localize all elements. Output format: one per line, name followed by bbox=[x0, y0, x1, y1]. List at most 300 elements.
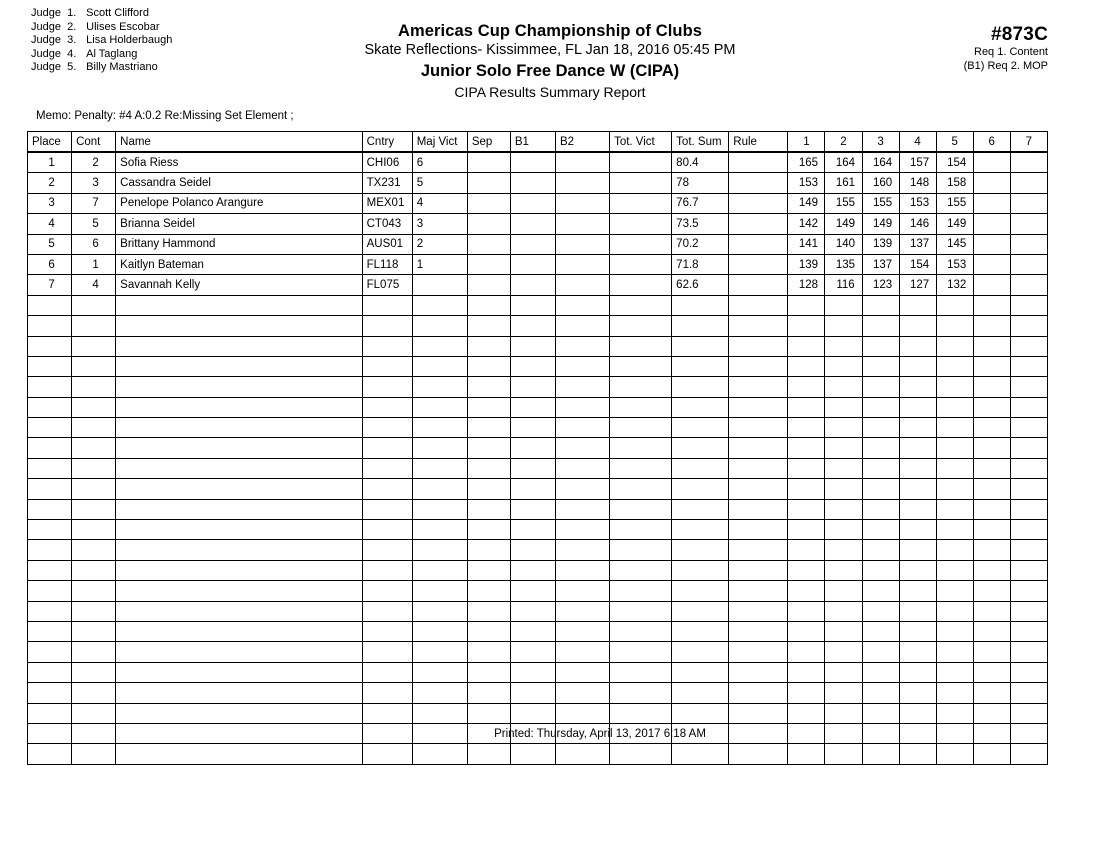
cell-empty bbox=[362, 540, 412, 560]
cell-empty bbox=[936, 479, 973, 499]
cell-empty bbox=[936, 581, 973, 601]
results-table bbox=[27, 131, 1048, 765]
cell-empty bbox=[672, 479, 729, 499]
cell-empty bbox=[362, 479, 412, 499]
table-row-empty bbox=[28, 438, 1048, 458]
table-row-empty bbox=[28, 295, 1048, 315]
cell-empty bbox=[825, 744, 862, 764]
cell-empty bbox=[28, 336, 72, 356]
cell-empty bbox=[936, 316, 973, 336]
cell-empty bbox=[672, 662, 729, 682]
cell-empty bbox=[973, 744, 1010, 764]
cell-empty bbox=[825, 499, 862, 519]
event-info-panel bbox=[964, 24, 1048, 73]
cell-empty bbox=[862, 744, 899, 764]
table-row-empty bbox=[28, 418, 1048, 438]
table-row-empty bbox=[28, 703, 1048, 723]
cell-sep bbox=[467, 234, 510, 254]
cell-judge-1-score: 153 bbox=[788, 173, 825, 193]
cell-empty bbox=[116, 438, 362, 458]
cell-empty bbox=[362, 621, 412, 641]
cell-empty bbox=[729, 581, 788, 601]
cell-judge-6-score bbox=[973, 234, 1010, 254]
cell-judge-3-score: 123 bbox=[862, 275, 899, 295]
cell-empty bbox=[116, 601, 362, 621]
cell-cntry: CT043 bbox=[362, 214, 412, 234]
cell-empty bbox=[862, 458, 899, 478]
cell-empty bbox=[467, 744, 510, 764]
cell-empty bbox=[1010, 438, 1047, 458]
cell-empty bbox=[510, 499, 555, 519]
cell-tot-sum: 76.7 bbox=[672, 193, 729, 213]
cell-empty bbox=[862, 499, 899, 519]
cell-b2 bbox=[555, 254, 609, 274]
cell-empty bbox=[672, 295, 729, 315]
table-row-empty bbox=[28, 662, 1048, 682]
requirement-1: Req 1. Content bbox=[974, 46, 1048, 58]
cell-empty bbox=[672, 703, 729, 723]
judge-name: Ulises Escobar bbox=[86, 20, 160, 33]
cell-empty bbox=[72, 418, 116, 438]
cell-empty bbox=[899, 744, 936, 764]
cell-empty bbox=[510, 540, 555, 560]
cell-empty bbox=[72, 438, 116, 458]
cell-empty bbox=[825, 601, 862, 621]
cell-empty bbox=[973, 703, 1010, 723]
cell-empty bbox=[672, 458, 729, 478]
cell-cntry: AUS01 bbox=[362, 234, 412, 254]
cell-empty bbox=[1010, 662, 1047, 682]
cell-empty bbox=[936, 377, 973, 397]
cell-empty bbox=[555, 621, 609, 641]
cell-empty bbox=[467, 458, 510, 478]
cell-empty bbox=[1010, 316, 1047, 336]
table-header-row bbox=[28, 132, 1048, 153]
judge-label: Judge bbox=[31, 34, 61, 47]
cell-empty bbox=[28, 621, 72, 641]
cell-judge-5-score: 153 bbox=[936, 254, 973, 274]
cell-empty bbox=[729, 356, 788, 376]
cell-rule bbox=[729, 275, 788, 295]
column-header-cont: Cont bbox=[72, 132, 116, 153]
cell-empty bbox=[412, 377, 467, 397]
column-header-tot-vict: Tot. Vict bbox=[610, 132, 672, 153]
cell-empty bbox=[116, 744, 362, 764]
cell-empty bbox=[729, 377, 788, 397]
table-row-empty bbox=[28, 642, 1048, 662]
column-header-sep: Sep bbox=[467, 132, 510, 153]
cell-tot-sum: 70.2 bbox=[672, 234, 729, 254]
cell-cntry: CHI06 bbox=[362, 152, 412, 173]
cell-empty bbox=[28, 377, 72, 397]
cell-empty bbox=[72, 356, 116, 376]
cell-empty bbox=[672, 560, 729, 580]
table-row bbox=[28, 193, 1048, 213]
cell-empty bbox=[788, 479, 825, 499]
cell-empty bbox=[936, 418, 973, 438]
cell-empty bbox=[116, 642, 362, 662]
cell-b2 bbox=[555, 234, 609, 254]
cell-empty bbox=[672, 621, 729, 641]
cell-empty bbox=[72, 377, 116, 397]
cell-empty bbox=[788, 295, 825, 315]
cell-place: 6 bbox=[28, 254, 72, 274]
table-row bbox=[28, 214, 1048, 234]
cell-judge-7-score bbox=[1010, 234, 1047, 254]
cell-empty bbox=[936, 356, 973, 376]
cell-empty bbox=[825, 642, 862, 662]
cell-tot-sum: 80.4 bbox=[672, 152, 729, 173]
cell-empty bbox=[510, 621, 555, 641]
cell-empty bbox=[467, 642, 510, 662]
cell-empty bbox=[973, 336, 1010, 356]
column-header-judge-3: 3 bbox=[862, 132, 899, 153]
cell-empty bbox=[116, 356, 362, 376]
cell-judge-3-score: 164 bbox=[862, 152, 899, 173]
cell-empty bbox=[362, 520, 412, 540]
cell-judge-5-score: 149 bbox=[936, 214, 973, 234]
cell-empty bbox=[729, 499, 788, 519]
cell-empty bbox=[729, 642, 788, 662]
cell-cont: 6 bbox=[72, 234, 116, 254]
cell-empty bbox=[1010, 377, 1047, 397]
cell-empty bbox=[116, 295, 362, 315]
cell-maj-vict: 4 bbox=[412, 193, 467, 213]
cell-empty bbox=[510, 356, 555, 376]
cell-empty bbox=[672, 397, 729, 417]
cell-empty bbox=[936, 499, 973, 519]
cell-cont: 7 bbox=[72, 193, 116, 213]
cell-empty bbox=[555, 520, 609, 540]
cell-empty bbox=[899, 581, 936, 601]
table-row-empty bbox=[28, 683, 1048, 703]
venue-datetime: Skate Reflections- Kissimmee, FL Jan 18, 2016 05:45 PM bbox=[364, 42, 736, 58]
cell-empty bbox=[788, 520, 825, 540]
cell-empty bbox=[1010, 560, 1047, 580]
cell-empty bbox=[788, 744, 825, 764]
cell-rule bbox=[729, 173, 788, 193]
cell-empty bbox=[973, 418, 1010, 438]
cell-empty bbox=[788, 336, 825, 356]
cell-tot-vict bbox=[610, 173, 672, 193]
cell-judge-7-score bbox=[1010, 173, 1047, 193]
cell-judge-2-score: 155 bbox=[825, 193, 862, 213]
cell-empty bbox=[467, 683, 510, 703]
cell-judge-6-score bbox=[973, 173, 1010, 193]
cell-empty bbox=[116, 418, 362, 438]
cell-empty bbox=[729, 744, 788, 764]
column-header-judge-6: 6 bbox=[973, 132, 1010, 153]
cell-empty bbox=[412, 621, 467, 641]
cell-maj-vict: 5 bbox=[412, 173, 467, 193]
cell-rule bbox=[729, 234, 788, 254]
cell-empty bbox=[672, 377, 729, 397]
cell-b2 bbox=[555, 214, 609, 234]
cell-empty bbox=[729, 601, 788, 621]
cell-empty bbox=[28, 458, 72, 478]
cell-place: 1 bbox=[28, 152, 72, 173]
cell-empty bbox=[729, 662, 788, 682]
cell-empty bbox=[899, 540, 936, 560]
table-row-empty bbox=[28, 520, 1048, 540]
column-header-cntry: Cntry bbox=[362, 132, 412, 153]
cell-empty bbox=[510, 642, 555, 662]
cell-maj-vict: 6 bbox=[412, 152, 467, 173]
judge-number: 5. bbox=[67, 61, 77, 74]
cell-empty bbox=[28, 601, 72, 621]
cell-empty bbox=[412, 295, 467, 315]
cell-empty bbox=[936, 703, 973, 723]
cell-empty bbox=[788, 356, 825, 376]
cell-empty bbox=[899, 397, 936, 417]
cell-empty bbox=[116, 377, 362, 397]
cell-empty bbox=[788, 499, 825, 519]
cell-empty bbox=[412, 336, 467, 356]
cell-empty bbox=[510, 458, 555, 478]
cell-empty bbox=[555, 316, 609, 336]
judge-label: Judge bbox=[31, 20, 61, 33]
cell-empty bbox=[555, 397, 609, 417]
cell-b2 bbox=[555, 173, 609, 193]
cell-empty bbox=[467, 356, 510, 376]
cell-empty bbox=[1010, 499, 1047, 519]
cell-empty bbox=[362, 560, 412, 580]
cell-empty bbox=[825, 479, 862, 499]
cell-empty bbox=[936, 540, 973, 560]
cell-maj-vict: 3 bbox=[412, 214, 467, 234]
cell-empty bbox=[729, 520, 788, 540]
cell-empty bbox=[973, 377, 1010, 397]
cell-empty bbox=[825, 581, 862, 601]
table-row bbox=[28, 152, 1048, 173]
cell-empty bbox=[936, 397, 973, 417]
cell-empty bbox=[72, 703, 116, 723]
cell-tot-sum: 71.8 bbox=[672, 254, 729, 274]
cell-place: 2 bbox=[28, 173, 72, 193]
cell-empty bbox=[72, 744, 116, 764]
cell-tot-vict bbox=[610, 234, 672, 254]
cell-empty bbox=[610, 642, 672, 662]
cell-empty bbox=[116, 540, 362, 560]
cell-empty bbox=[788, 418, 825, 438]
cell-empty bbox=[936, 683, 973, 703]
cell-empty bbox=[1010, 458, 1047, 478]
cell-empty bbox=[28, 520, 72, 540]
cell-empty bbox=[899, 418, 936, 438]
cell-empty bbox=[862, 316, 899, 336]
cell-empty bbox=[936, 336, 973, 356]
cell-empty bbox=[510, 418, 555, 438]
cell-empty bbox=[973, 683, 1010, 703]
cell-empty bbox=[936, 642, 973, 662]
cell-judge-5-score: 155 bbox=[936, 193, 973, 213]
cell-empty bbox=[362, 295, 412, 315]
cell-empty bbox=[862, 601, 899, 621]
cell-empty bbox=[862, 520, 899, 540]
cell-empty bbox=[1010, 601, 1047, 621]
cell-empty bbox=[72, 662, 116, 682]
cell-empty bbox=[788, 642, 825, 662]
cell-empty bbox=[116, 662, 362, 682]
cell-empty bbox=[72, 458, 116, 478]
cell-empty bbox=[729, 397, 788, 417]
cell-empty bbox=[610, 499, 672, 519]
cell-empty bbox=[788, 683, 825, 703]
cell-empty bbox=[467, 499, 510, 519]
cell-empty bbox=[973, 601, 1010, 621]
column-header-place: Place bbox=[28, 132, 72, 153]
cell-empty bbox=[362, 703, 412, 723]
cell-empty bbox=[862, 662, 899, 682]
cell-empty bbox=[412, 520, 467, 540]
cell-empty bbox=[362, 642, 412, 662]
cell-maj-vict: 2 bbox=[412, 234, 467, 254]
cell-empty bbox=[862, 356, 899, 376]
cell-empty bbox=[862, 540, 899, 560]
cell-judge-1-score: 149 bbox=[788, 193, 825, 213]
cell-empty bbox=[412, 356, 467, 376]
cell-empty bbox=[729, 418, 788, 438]
cell-empty bbox=[362, 418, 412, 438]
cell-empty bbox=[467, 662, 510, 682]
cell-empty bbox=[973, 499, 1010, 519]
cell-b2 bbox=[555, 275, 609, 295]
cell-empty bbox=[936, 744, 973, 764]
cell-sep bbox=[467, 214, 510, 234]
column-header-tot-sum: Tot. Sum bbox=[672, 132, 729, 153]
cell-empty bbox=[899, 356, 936, 376]
cell-empty bbox=[555, 581, 609, 601]
table-row bbox=[28, 173, 1048, 193]
cell-empty bbox=[362, 683, 412, 703]
cell-empty bbox=[936, 601, 973, 621]
judge-row bbox=[31, 7, 172, 21]
cell-empty bbox=[28, 540, 72, 560]
cell-empty bbox=[28, 642, 72, 662]
table-row-empty bbox=[28, 581, 1048, 601]
cell-empty bbox=[467, 560, 510, 580]
cell-empty bbox=[973, 295, 1010, 315]
cell-empty bbox=[610, 621, 672, 641]
cell-empty bbox=[467, 336, 510, 356]
cell-tot-vict bbox=[610, 193, 672, 213]
judge-label: Judge bbox=[31, 7, 61, 19]
cell-judge-2-score: 164 bbox=[825, 152, 862, 173]
table-row-empty bbox=[28, 601, 1048, 621]
cell-empty bbox=[788, 397, 825, 417]
table-row-empty bbox=[28, 356, 1048, 376]
cell-empty bbox=[1010, 356, 1047, 376]
cell-empty bbox=[412, 540, 467, 560]
cell-empty bbox=[862, 560, 899, 580]
cell-empty bbox=[610, 560, 672, 580]
cell-empty bbox=[72, 520, 116, 540]
cell-tot-vict bbox=[610, 152, 672, 173]
cell-empty bbox=[788, 621, 825, 641]
cell-name: Brittany Hammond bbox=[116, 234, 362, 254]
cell-empty bbox=[72, 397, 116, 417]
cell-empty bbox=[116, 621, 362, 641]
cell-empty bbox=[899, 703, 936, 723]
cell-empty bbox=[825, 520, 862, 540]
cell-empty bbox=[672, 316, 729, 336]
judge-name: Lisa Holderbaugh bbox=[86, 34, 173, 47]
cell-empty bbox=[555, 601, 609, 621]
cell-empty bbox=[362, 499, 412, 519]
cell-judge-6-score bbox=[973, 275, 1010, 295]
cell-empty bbox=[729, 316, 788, 336]
cell-empty bbox=[788, 662, 825, 682]
cell-empty bbox=[72, 499, 116, 519]
cell-empty bbox=[510, 703, 555, 723]
cell-empty bbox=[72, 621, 116, 641]
cell-empty bbox=[788, 438, 825, 458]
cell-empty bbox=[116, 479, 362, 499]
cell-empty bbox=[1010, 418, 1047, 438]
cell-judge-4-score: 127 bbox=[899, 275, 936, 295]
cell-empty bbox=[610, 336, 672, 356]
cell-empty bbox=[116, 520, 362, 540]
cell-empty bbox=[862, 621, 899, 641]
cell-empty bbox=[72, 642, 116, 662]
cell-empty bbox=[72, 295, 116, 315]
cell-empty bbox=[555, 642, 609, 662]
cell-tot-vict bbox=[610, 254, 672, 274]
cell-judge-6-score bbox=[973, 254, 1010, 274]
cell-empty bbox=[28, 479, 72, 499]
report-subtitle: CIPA Results Summary Report bbox=[454, 84, 646, 100]
cell-empty bbox=[825, 438, 862, 458]
cell-empty bbox=[973, 438, 1010, 458]
cell-empty bbox=[973, 662, 1010, 682]
cell-empty bbox=[555, 479, 609, 499]
cell-name: Penelope Polanco Arangure bbox=[116, 193, 362, 213]
cell-empty bbox=[862, 581, 899, 601]
cell-empty bbox=[28, 499, 72, 519]
cell-empty bbox=[510, 336, 555, 356]
cell-empty bbox=[825, 295, 862, 315]
column-header-judge-5: 5 bbox=[936, 132, 973, 153]
cell-empty bbox=[467, 418, 510, 438]
cell-empty bbox=[72, 540, 116, 560]
cell-empty bbox=[862, 295, 899, 315]
cell-empty bbox=[555, 458, 609, 478]
cell-empty bbox=[936, 295, 973, 315]
cell-empty bbox=[899, 560, 936, 580]
cell-empty bbox=[28, 397, 72, 417]
cell-empty bbox=[825, 356, 862, 376]
cell-empty bbox=[116, 397, 362, 417]
cell-empty bbox=[412, 438, 467, 458]
cell-b2 bbox=[555, 152, 609, 173]
table-row-empty bbox=[28, 499, 1048, 519]
cell-empty bbox=[862, 418, 899, 438]
judge-name: Scott Clifford bbox=[86, 7, 149, 19]
cell-judge-3-score: 137 bbox=[862, 254, 899, 274]
cell-judge-3-score: 160 bbox=[862, 173, 899, 193]
cell-empty bbox=[510, 479, 555, 499]
judge-number: 2. bbox=[67, 20, 77, 33]
cell-name: Cassandra Seidel bbox=[116, 173, 362, 193]
table-row-empty bbox=[28, 479, 1048, 499]
cell-empty bbox=[116, 458, 362, 478]
cell-empty bbox=[825, 703, 862, 723]
cell-name: Savannah Kelly bbox=[116, 275, 362, 295]
cell-empty bbox=[862, 336, 899, 356]
cell-place: 5 bbox=[28, 234, 72, 254]
cell-empty bbox=[467, 377, 510, 397]
cell-judge-7-score bbox=[1010, 152, 1047, 173]
